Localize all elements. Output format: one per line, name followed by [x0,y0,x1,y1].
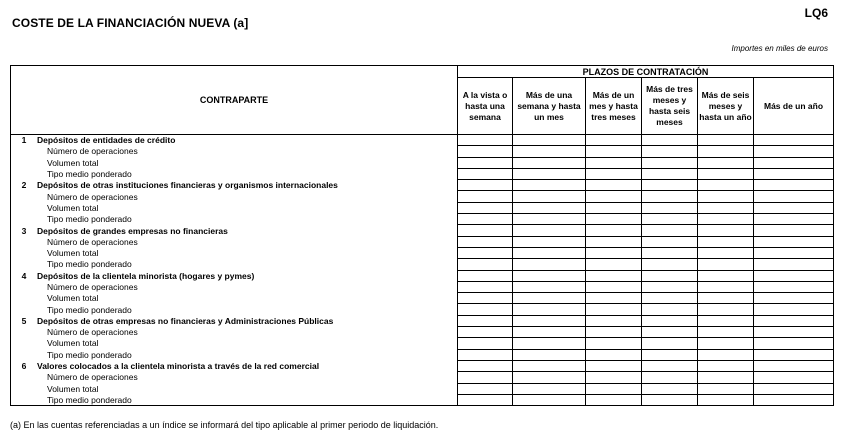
value-cell[interactable] [698,214,754,225]
value-cell[interactable] [586,270,642,281]
value-cell[interactable] [754,349,834,360]
value-cell[interactable] [586,281,642,292]
value-cell[interactable] [698,146,754,157]
section-row [11,315,834,326]
value-cell[interactable] [513,214,586,225]
value-cell[interactable] [698,247,754,258]
value-cell[interactable] [458,394,513,405]
value-cell[interactable] [754,157,834,168]
sub-row-label: Volumen total [47,338,99,349]
sub-row-label-cell [11,293,458,304]
value-cell[interactable] [642,327,698,338]
value-cell[interactable] [642,270,698,281]
sub-row-label: Volumen total [47,383,99,394]
sub-row-label: Tipo medio ponderado [47,169,132,180]
header-plazos: PLAZOS DE CONTRATACIÓN [458,66,834,78]
value-cell[interactable] [642,304,698,315]
sub-row-label-cell [11,146,458,157]
table-row [11,349,834,360]
units-note: Importes en miles de euros [731,44,828,53]
value-cell[interactable] [698,315,754,326]
value-cell[interactable] [698,327,754,338]
value-cell[interactable] [513,157,586,168]
section-row [11,360,834,371]
value-cell[interactable] [642,247,698,258]
value-cell[interactable] [642,180,698,191]
sub-row-label-cell [11,327,458,338]
value-cell[interactable] [698,168,754,179]
value-cell[interactable] [458,349,513,360]
section-label-cell [11,225,458,236]
value-cell[interactable] [458,338,513,349]
value-cell[interactable] [513,225,586,236]
value-cell[interactable] [642,202,698,213]
section-label: Depósitos de otras empresas no financieras y Administraciones Públicas [37,315,334,326]
form-title: COSTE DE LA FINANCIACIÓN NUEVA (a] [12,16,249,30]
value-cell[interactable] [698,304,754,315]
value-cell[interactable] [513,338,586,349]
sub-row-label-cell [11,349,458,360]
header-col-6: Más de un año [754,78,834,135]
value-cell[interactable] [642,135,698,146]
table-row [11,338,834,349]
header-contraparte: CONTRAPARTE [11,66,458,135]
section-number: 1 [21,135,27,146]
value-cell[interactable] [754,191,834,202]
value-cell[interactable] [458,327,513,338]
table-row [11,394,834,405]
value-cell[interactable] [754,202,834,213]
value-cell[interactable] [642,236,698,247]
sub-row-label: Número de operaciones [47,372,138,383]
value-cell[interactable] [513,259,586,270]
value-cell[interactable] [754,259,834,270]
sub-row-label-cell [11,157,458,168]
section-number: 3 [21,225,27,236]
value-cell[interactable] [513,293,586,304]
value-cell[interactable] [458,293,513,304]
value-cell[interactable] [586,236,642,247]
value-cell[interactable] [698,293,754,304]
value-cell[interactable] [513,180,586,191]
value-cell[interactable] [586,338,642,349]
section-number: 4 [21,270,27,281]
table-row [11,247,834,258]
section-label-cell [11,315,458,326]
value-cell[interactable] [586,327,642,338]
value-cell[interactable] [458,270,513,281]
value-cell[interactable] [586,293,642,304]
value-cell[interactable] [642,338,698,349]
value-cell[interactable] [642,372,698,383]
value-cell[interactable] [458,236,513,247]
section-number: 6 [21,361,27,372]
value-cell[interactable] [586,349,642,360]
value-cell[interactable] [698,349,754,360]
value-cell[interactable] [458,135,513,146]
value-cell[interactable] [754,327,834,338]
table-row [11,236,834,247]
value-cell[interactable] [698,236,754,247]
value-cell[interactable] [458,259,513,270]
value-cell[interactable] [754,135,834,146]
value-cell[interactable] [586,315,642,326]
value-cell[interactable] [458,180,513,191]
sub-row-label: Tipo medio ponderado [47,349,132,360]
value-cell[interactable] [586,202,642,213]
sub-row-label-cell [11,202,458,213]
table-row [11,191,834,202]
value-cell[interactable] [698,338,754,349]
table-row [11,372,834,383]
section-row [11,180,834,191]
section-label: Depósitos de grandes empresas no financieras [37,225,228,236]
sub-row-label: Número de operaciones [47,191,138,202]
value-cell[interactable] [458,281,513,292]
value-cell[interactable] [642,293,698,304]
value-cell[interactable] [754,270,834,281]
value-cell[interactable] [642,225,698,236]
sub-row-label-cell [11,281,458,292]
value-cell[interactable] [513,146,586,157]
sub-row-label-cell [11,372,458,383]
value-cell[interactable] [586,360,642,371]
value-cell[interactable] [642,168,698,179]
value-cell[interactable] [513,315,586,326]
value-cell[interactable] [458,247,513,258]
value-cell[interactable] [586,225,642,236]
table-row [11,146,834,157]
value-cell[interactable] [754,383,834,394]
value-cell[interactable] [754,338,834,349]
value-cell[interactable] [513,327,586,338]
value-cell[interactable] [513,135,586,146]
value-cell[interactable] [754,315,834,326]
value-cell[interactable] [698,135,754,146]
value-cell[interactable] [458,372,513,383]
form-code: LQ6 [804,6,828,20]
value-cell[interactable] [642,191,698,202]
section-label-cell [11,270,458,281]
value-cell[interactable] [642,383,698,394]
value-cell[interactable] [642,281,698,292]
value-cell[interactable] [513,191,586,202]
value-cell[interactable] [513,383,586,394]
section-label-cell [11,360,458,371]
value-cell[interactable] [586,180,642,191]
sub-row-label: Volumen total [47,202,99,213]
value-cell[interactable] [754,236,834,247]
section-label: Valores colocados a la clientela minorista a través de la red comercial [37,361,320,372]
value-cell[interactable] [586,146,642,157]
value-cell[interactable] [458,191,513,202]
sub-row-label: Tipo medio ponderado [47,304,132,315]
value-cell[interactable] [698,180,754,191]
section-number: 5 [21,315,27,326]
value-cell[interactable] [698,360,754,371]
sub-row-label: Volumen total [47,157,99,168]
value-cell[interactable] [754,225,834,236]
sub-row-label-cell [11,383,458,394]
footnote: (a) En las cuentas referenciadas a un índice se informará del tipo aplicable al primer periodo de liquidación. [10,420,439,430]
table-row [11,304,834,315]
value-cell[interactable] [513,349,586,360]
section-label-cell [11,180,458,191]
section-row [11,270,834,281]
sub-row-label-cell [11,236,458,247]
value-cell[interactable] [698,259,754,270]
table-body [11,135,834,406]
value-cell[interactable] [513,236,586,247]
table-row [11,214,834,225]
sub-row-label: Número de operaciones [47,146,138,157]
value-cell[interactable] [698,383,754,394]
table-row [11,281,834,292]
value-cell[interactable] [698,157,754,168]
value-cell[interactable] [458,168,513,179]
sub-row-label-cell [11,394,458,405]
value-cell[interactable] [642,214,698,225]
value-cell[interactable] [754,360,834,371]
value-cell[interactable] [698,372,754,383]
sub-row-label-cell [11,191,458,202]
table-row [11,327,834,338]
value-cell[interactable] [754,394,834,405]
value-cell[interactable] [754,168,834,179]
value-cell[interactable] [642,360,698,371]
sub-row-label-cell [11,304,458,315]
value-cell[interactable] [513,168,586,179]
sub-row-label: Número de operaciones [47,327,138,338]
value-cell[interactable] [513,360,586,371]
header-col-4: Más de tres meses y hasta seis meses [642,78,698,135]
table-row [11,168,834,179]
value-cell[interactable] [754,304,834,315]
value-cell[interactable] [513,247,586,258]
table-row [11,293,834,304]
sub-row-label-cell [11,259,458,270]
value-cell[interactable] [458,202,513,213]
sub-row-label: Volumen total [47,248,99,259]
value-cell[interactable] [642,315,698,326]
value-cell[interactable] [458,304,513,315]
header-col-3: Más de un mes y hasta tres meses [586,78,642,135]
value-cell[interactable] [586,214,642,225]
sub-row-label: Tipo medio ponderado [47,394,132,405]
value-cell[interactable] [586,394,642,405]
value-cell[interactable] [458,214,513,225]
value-cell[interactable] [586,259,642,270]
value-cell[interactable] [513,372,586,383]
value-cell[interactable] [754,146,834,157]
value-cell[interactable] [698,202,754,213]
value-cell[interactable] [586,157,642,168]
table-row [11,157,834,168]
value-cell[interactable] [513,394,586,405]
value-cell[interactable] [754,281,834,292]
value-cell[interactable] [586,247,642,258]
value-cell[interactable] [754,293,834,304]
sub-row-label-cell [11,338,458,349]
value-cell[interactable] [586,168,642,179]
value-cell[interactable] [586,135,642,146]
value-cell[interactable] [642,146,698,157]
section-label: Depósitos de otras instituciones financieras y organismos internacionales [37,180,338,191]
sub-row-label: Número de operaciones [47,236,138,247]
value-cell[interactable] [513,270,586,281]
value-cell[interactable] [458,157,513,168]
sub-row-label: Tipo medio ponderado [47,214,132,225]
value-cell[interactable] [458,315,513,326]
section-label: Depósitos de la clientela minorista (hogares y pymes) [37,270,255,281]
header-col-2: Más de una semana y hasta un mes [513,78,586,135]
table-row [11,383,834,394]
value-cell[interactable] [586,191,642,202]
value-cell[interactable] [586,383,642,394]
sub-row-label-cell [11,168,458,179]
sub-row-label-cell [11,214,458,225]
sub-row-label: Volumen total [47,293,99,304]
section-number: 2 [21,180,27,191]
value-cell[interactable] [513,281,586,292]
value-cell[interactable] [754,180,834,191]
header-col-1: A la vista o hasta una semana [458,78,513,135]
financing-cost-table [10,65,834,406]
value-cell[interactable] [586,304,642,315]
sub-row-label-cell [11,247,458,258]
value-cell[interactable] [458,225,513,236]
sub-row-label: Número de operaciones [47,282,138,292]
value-cell[interactable] [754,214,834,225]
value-cell[interactable] [642,157,698,168]
value-cell[interactable] [698,225,754,236]
sub-row-label: Tipo medio ponderado [47,259,132,270]
value-cell[interactable] [513,304,586,315]
value-cell[interactable] [458,383,513,394]
value-cell[interactable] [586,372,642,383]
value-cell[interactable] [642,349,698,360]
value-cell[interactable] [642,394,698,405]
value-cell[interactable] [754,247,834,258]
section-row [11,225,834,236]
section-label-cell [11,135,458,146]
value-cell[interactable] [642,259,698,270]
section-row [11,135,834,146]
value-cell[interactable] [513,202,586,213]
table-row [11,202,834,213]
value-cell[interactable] [458,360,513,371]
header-col-5: Más de seis meses y hasta un año [698,78,754,135]
value-cell[interactable] [698,394,754,405]
value-cell[interactable] [458,146,513,157]
value-cell[interactable] [698,191,754,202]
table-row [11,259,834,270]
value-cell[interactable] [698,281,754,292]
value-cell[interactable] [754,372,834,383]
value-cell[interactable] [698,270,754,281]
section-label: Depósitos de entidades de crédito [37,135,176,146]
